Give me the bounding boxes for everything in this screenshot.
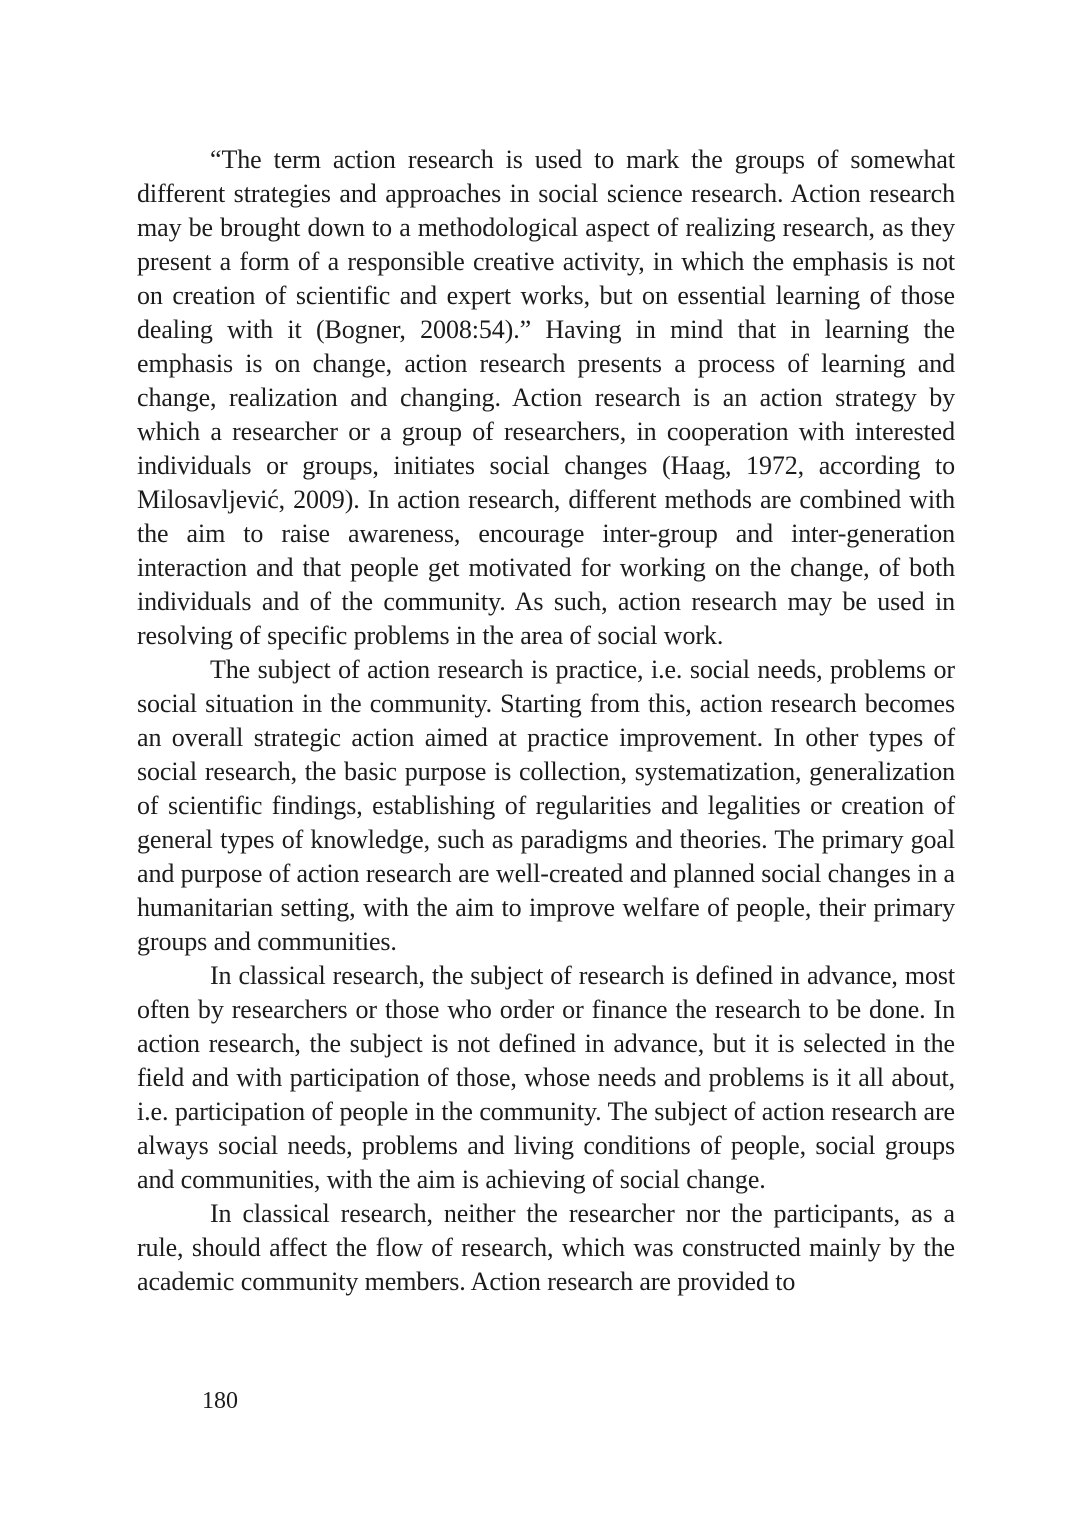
paragraph-3: In classical research, the subject of research is defined in advance, most often by researchers or those who order or finance the research to be done. In action research, the subject is not defined in advance, but it is selected in the field and with participation of those, whose needs and problems is it all about, i.e. participation of people in the community. The subject of action research are always social needs, problems and living conditions of people, social groups and communities, with the aim is achieving of social change. bbox=[137, 961, 955, 1194]
page-number: 180 bbox=[202, 1388, 238, 1414]
paragraph-1: “The term action research is used to mark the groups of somewhat different strategies and approaches in social science research. Action research may be brought down to a methodological aspect of realizing research, as they present a form of a responsible creative activity, in which the emphasis is not on creation of scientific and expert works, but on essential learning of those dealing with it (Bogner, 2008:54).” Having in mind that in learning the emphasis is on change, action research presents a process of learning and change, realization and changing. Action research is an action strategy by which a researcher or a group of researchers, in cooperation with interested individuals or groups, initiates social changes (Haag, 1972, according to Milosavljević, 2009). In action research, different methods are combined with the aim to raise awareness, encourage inter-group and inter-generation interaction and that people get motivated for working on the change, of both individuals and of the community. As such, action research may be used in resolving of specific problems in the area of social work. bbox=[137, 145, 955, 650]
page-body bbox=[137, 143, 955, 1299]
paragraph-2: The subject of action research is practice, i.e. social needs, problems or social situation in the community. Starting from this, action research becomes an overall strategic action aimed at practice improvement. In other types of social research, the basic purpose is collection, systematization, generalization of scientific findings, establishing of regularities and legalities or creation of general types of knowledge, such as paradigms and theories. The primary goal and purpose of action research are well-created and planned social changes in a humanitarian setting, with the aim to improve welfare of people, their primary groups and communities. bbox=[137, 655, 955, 956]
paragraph-4: In classical research, neither the researcher nor the participants, as a rule, should affect the flow of research, which was constructed mainly by the academic community members. Action research are provided to bbox=[137, 1199, 955, 1296]
